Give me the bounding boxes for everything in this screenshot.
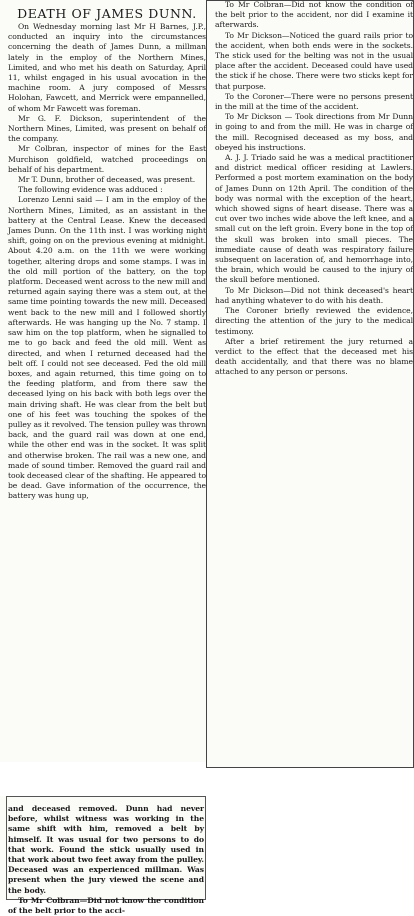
paragraph: Lorenzo Lenni said — I am in the employ of the Northern Mines, Limited, as an assistant in the battery at the Central Lease. Knew the deceased James Dunn. On the 11th inst. I was working night shift, going on on the previous evening at midnight. About 4.20 a.m. on the 11th we were working together, altering drops and some stamps. I was in the old mill portion of the battery, on the top platform. Deceased went across to the new mill and returned again saying there was a stem out, at the same time pointing towards the new mill. Deceased went back to the new mill and I followed shortly afterwards. He was hanging up the No. 7 stamp. I saw him on the top platform, when he signalled to me to go back and feed the old mill. Went as directed, and when I returned deceased had the belt off. I could not see deceased. Fed the old mill boxes, and again returned, this time going on to the feeding platform, and from there saw the deceased lying on his back with both legs over the main driving shaft. He was clear from the belt but one of his feet was touching the spokes of the pulley as it revolved. The tension pulley was thrown back, and the guard rail was down at one end, while the other end was in the socket. It was split and otherwise broken. The rail was a new one, and made of sound timber. Removed the guard rail and took deceased clear of the shafting. He appeared to be dead. Gave information of the occurrence, the battery was hung up, [8,195,207,501]
left-bottom-column [8,804,204,916]
paragraph: Mr T. Dunn, brother of deceased, was present. [18,175,196,185]
paragraph: The following evidence was adduced : [18,185,163,195]
article-title: DEATH OF JAMES DUNN. [17,6,197,21]
clipping-gap [0,762,206,796]
blank-area [206,768,414,900]
paragraph: A. J. J. Triado said he was a medical practitioner and district medical officer residing at Lawlers. Performed a post mortem examination on the body of James Dunn on 12th April. The condition of the body was normal with the exception of the heart, which showed signs of heart disease. There was a cut over two inches wide above the left knee, and a small cut on the left groin. Every bone in the top of the skull was broken into small pieces. The immediate cause of death was respiratory failure subsequent on laceration of, and hemorrhage into, the brain, which would be caused to the injury of the skull before mentioned. [215,153,413,285]
paragraph: The Coroner briefly reviewed the evidence, directing the attention of the jury to the medical testimony. [215,306,413,336]
paragraph: Mr Colbran, inspector of mines for the East Murchison goldfield, watched proceedings on behalf of his department. [8,144,206,174]
paragraph: Mr G. F. Dickson, superintendent of the Northern Mines, Limited, was present on behalf of the company. [8,113,206,144]
paragraph: To Mr Colbran—Did not know the condition of the belt prior to the acci- [8,895,204,916]
paragraph: and deceased removed. Dunn had never before, whilst witness was working in the same shift with him, removed a belt by himself. It was usual for two persons to do that work. Found the stick usually used in that work about two feet away from the pulley. Deceased was an experienced millman. Was present when the jury viewed the scene and the body. [8,804,204,895]
paragraph: On Wednesday morning last Mr H Barnes, J.P., conducted an inquiry into the circumstances concerning the death of James Dunn, a millman lately in the employ of the Northern Mines, Limited, and who met his death on Saturday, April 11, whilst engaged in his usual avocation in the machine room. A jury composed of Messrs Holohan, Fawcett, and Merrick were empannelled, of whom Mr Fawcett was foreman. [8,22,206,113]
paragraph: To Mr Dickson—Did not think deceased's heart had anything whatever to do with his death. [215,285,413,305]
paragraph: After a brief retirement the jury returned a verdict to the effect that the deceased met his death accidentally, and that there was no blame attached to any person or persons. [215,336,413,377]
paragraph: To the Coroner—There were no persons present in the mill at the time of the accident. [215,91,413,112]
paragraph: To Mr Dickson — Took directions from Mr Dunn in going to and from the mill. He was in charge of the mill. Recognised deceased as my boss, and obeyed his instructions. [215,112,413,152]
left-column [8,6,206,502]
paragraph: To Mr Colbran—Did not know the condition of the belt prior to the accident, nor did I examine it afterwards. [215,0,413,30]
right-column [215,0,413,378]
paragraph: To Mr Dickson—Noticed the guard rails prior to the accident, when both ends were in the sockets. The stick used for the belting was not in the usual place after the accident. Deceased could have used the stick if he chose. There were two sticks kept for that purpose. [215,30,413,91]
